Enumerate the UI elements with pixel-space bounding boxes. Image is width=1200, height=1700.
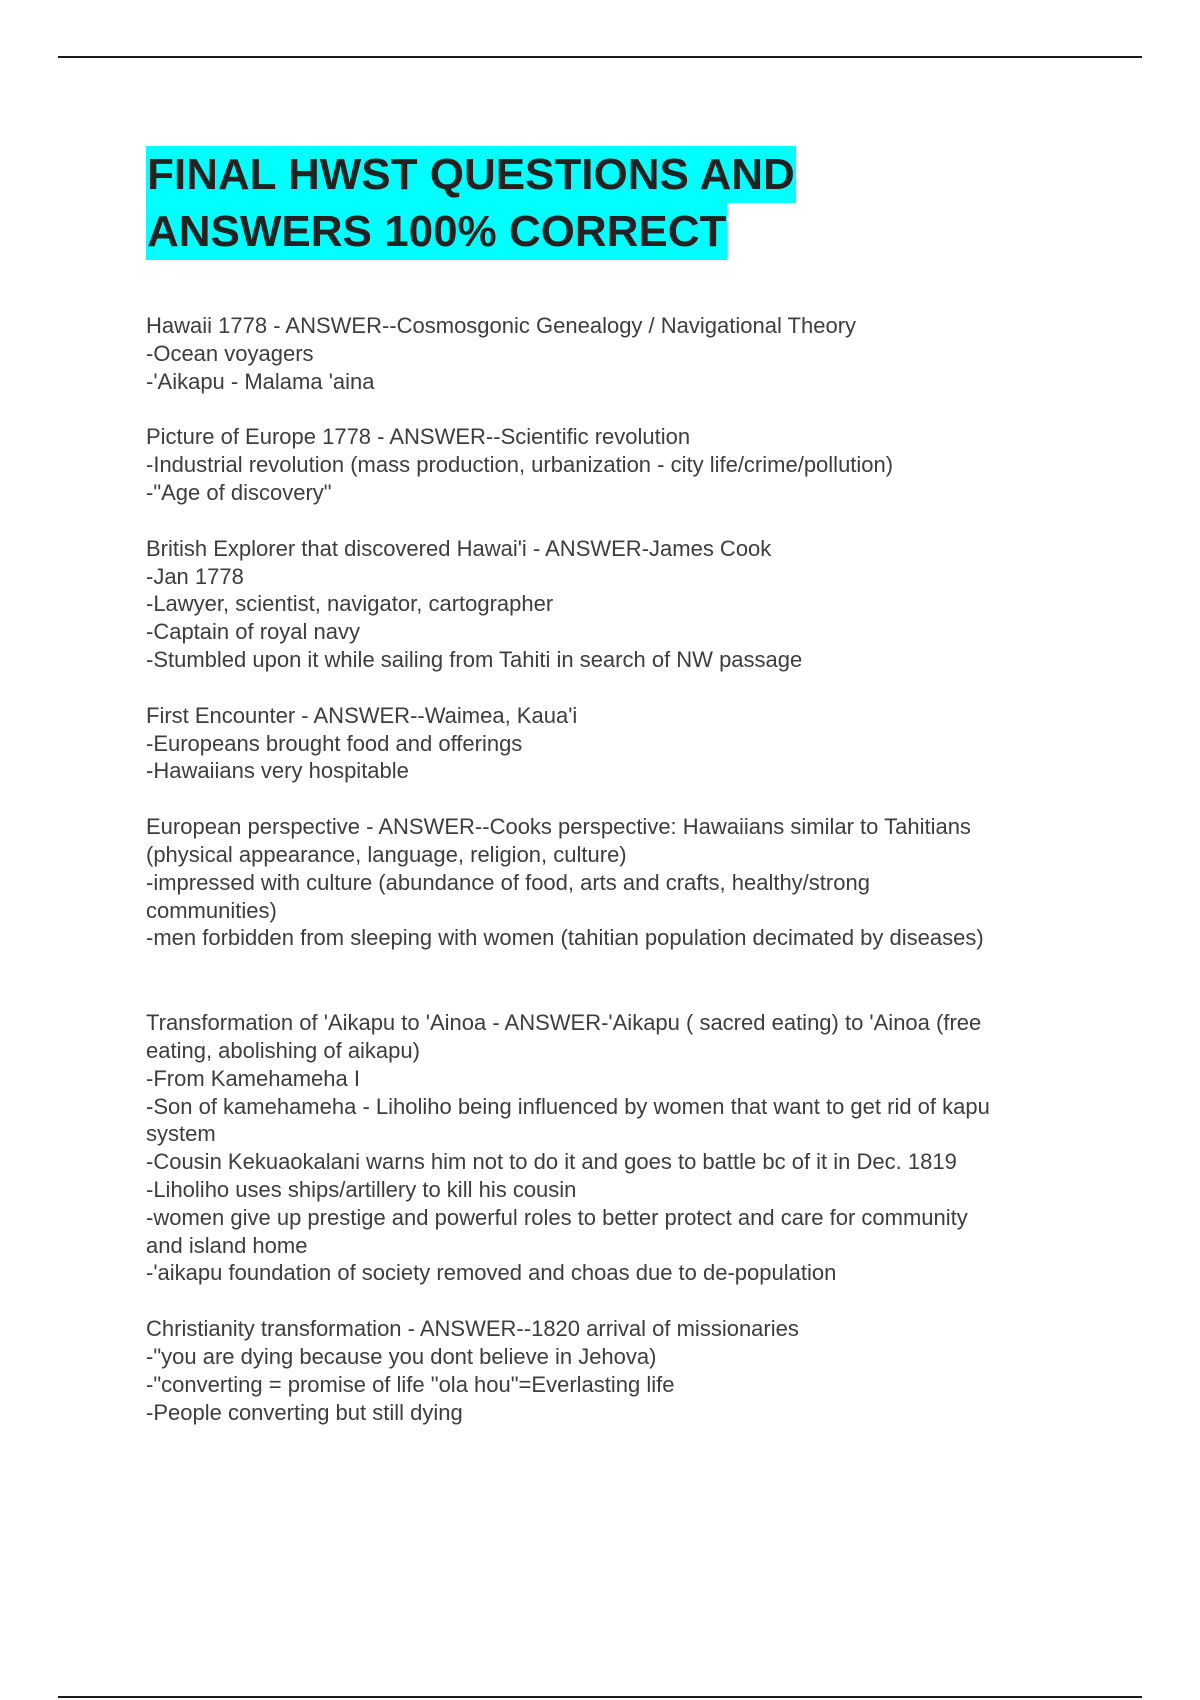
qa-entry-british-explorer <box>146 535 1081 674</box>
qa-entry-europe-1778 <box>146 423 1081 506</box>
qa-entry-first-encounter <box>146 702 1081 785</box>
qa-line: -Industrial revolution (mass production, urbanization - city life/crime/pollution) <box>146 452 894 478</box>
qa-line: -Jan 1778 <box>146 563 244 589</box>
qa-line: (physical appearance, language, religion, culture) <box>146 841 627 867</box>
qa-line: -men forbidden from sleeping with women (tahitian population decimated by diseases) <box>146 925 984 951</box>
qa-line: -Son of kamehameha - Liholiho being influenced by women that want to get rid of kapu <box>146 1093 990 1119</box>
qa-entry-european-perspective <box>146 813 1081 952</box>
qa-line: Transformation of 'Aikapu to 'Ainoa - ANSWER-'Aikapu ( sacred eating) to 'Ainoa (free <box>146 1010 982 1036</box>
qa-line: -Stumbled upon it while sailing from Tahiti in search of NW passage <box>146 646 803 672</box>
bottom-rule <box>58 1696 1142 1698</box>
qa-line: -Cousin Kekuaokalani warns him not to do it and goes to battle bc of it in Dec. 1819 <box>146 1149 957 1175</box>
qa-line: -"converting = promise of life "ola hou"=Everlasting life <box>146 1371 675 1397</box>
qa-entry-christianity-transformation <box>146 1315 1081 1426</box>
title-line-2: ANSWERS 100% CORRECT <box>146 203 727 260</box>
qa-line: -'Aikapu - Malama 'aina <box>146 368 375 394</box>
qa-line: -'aikapu foundation of society removed and choas due to de-population <box>146 1260 837 1286</box>
qa-line: -From Kamehameha I <box>146 1065 360 1091</box>
qa-line: eating, abolishing of aikapu) <box>146 1037 420 1063</box>
qa-line: Christianity transformation - ANSWER--1820 arrival of missionaries <box>146 1316 799 1342</box>
qa-line: communities) <box>146 897 277 923</box>
qa-line: system <box>146 1121 216 1147</box>
qa-line: and island home <box>146 1232 308 1258</box>
qa-line: Picture of Europe 1778 - ANSWER--Scientific revolution <box>146 424 691 450</box>
qa-line: -Europeans brought food and offerings <box>146 730 523 756</box>
qa-line: -impressed with culture (abundance of food, arts and crafts, healthy/strong <box>146 869 870 895</box>
top-rule <box>58 56 1142 58</box>
document-title <box>146 146 1046 260</box>
qa-entry-hawaii-1778 <box>146 312 1081 395</box>
qa-list <box>146 312 1081 1426</box>
qa-line: -Hawaiians very hospitable <box>146 758 409 784</box>
qa-line: First Encounter - ANSWER--Waimea, Kaua'i <box>146 702 578 728</box>
qa-line: European perspective - ANSWER--Cooks perspective: Hawaiians similar to Tahitians <box>146 814 971 840</box>
qa-entry-aikapu-transformation <box>146 1009 1081 1287</box>
qa-line: -women give up prestige and powerful roles to better protect and care for community <box>146 1204 968 1230</box>
qa-line: -Captain of royal navy <box>146 619 360 645</box>
title-line-1: FINAL HWST QUESTIONS AND <box>146 146 796 203</box>
qa-line: -People converting but still dying <box>146 1399 463 1425</box>
qa-line: British Explorer that discovered Hawai'i - ANSWER-James Cook <box>146 535 772 561</box>
qa-line: -"you are dying because you dont believe in Jehova) <box>146 1343 657 1369</box>
qa-line: -"Age of discovery" <box>146 479 332 505</box>
qa-line: -Liholiho uses ships/artillery to kill his cousin <box>146 1176 577 1202</box>
qa-line: -Ocean voyagers <box>146 340 314 366</box>
qa-line: Hawaii 1778 - ANSWER--Cosmosgonic Genealogy / Navigational Theory <box>146 313 857 338</box>
qa-line: -Lawyer, scientist, navigator, cartographer <box>146 591 554 617</box>
